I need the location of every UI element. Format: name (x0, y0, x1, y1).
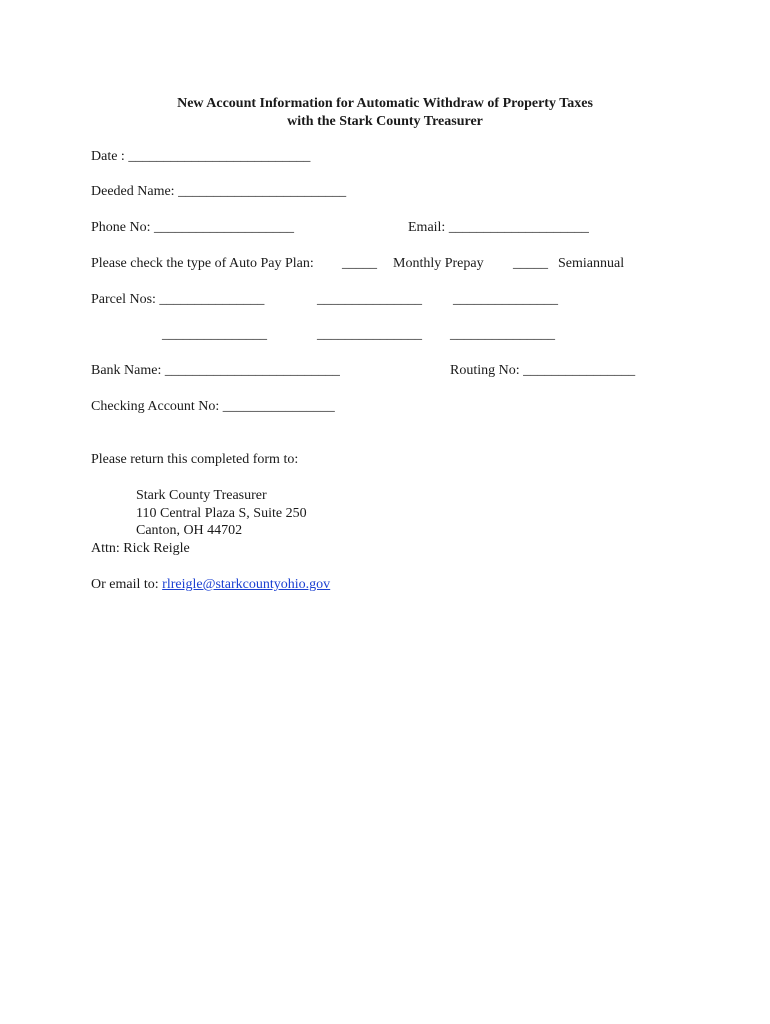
plan-semiannual-label: Semiannual (558, 256, 625, 271)
address-line-1: Stark County Treasurer (136, 488, 267, 503)
email-instruction (91, 576, 330, 594)
routing-number-field[interactable]: Routing No: ________________ (450, 363, 636, 378)
email-prefix: Or email to: (91, 577, 163, 592)
attention-line: Attn: Rick Reigle (91, 541, 190, 556)
bank-name-field[interactable]: Bank Name: _________________________ (91, 363, 340, 378)
return-instruction: Please return this completed form to: (91, 452, 299, 467)
parcel-field-5[interactable]: _______________ (317, 327, 422, 342)
parcel-field-6[interactable]: _______________ (450, 327, 555, 342)
parcel-field-2[interactable]: _______________ (317, 292, 422, 307)
plan-monthly-label: Monthly Prepay (393, 256, 484, 271)
address-line-2: 110 Central Plaza S, Suite 250 (136, 506, 307, 521)
email-field[interactable]: Email: ____________________ (408, 220, 589, 235)
parcel-field-1[interactable]: Parcel Nos: _______________ (91, 292, 265, 307)
email-link[interactable]: rlreigle@starkcountyohio.gov (162, 577, 331, 592)
date-field[interactable]: Date : __________________________ (91, 149, 311, 164)
plan-monthly-checkbox[interactable]: _____ (342, 256, 377, 271)
plan-semiannual-checkbox[interactable]: _____ (513, 256, 548, 271)
deeded-name-field[interactable]: Deeded Name: ________________________ (91, 184, 347, 199)
checking-account-field[interactable]: Checking Account No: ________________ (91, 399, 335, 414)
phone-field[interactable]: Phone No: ____________________ (91, 220, 294, 235)
parcel-field-3[interactable]: _______________ (453, 292, 558, 307)
plan-label: Please check the type of Auto Pay Plan: (91, 256, 314, 271)
form-title-line-2: with the Stark County Treasurer (287, 114, 483, 129)
form-title-line-1: New Account Information for Automatic Withdraw of Property Taxes (177, 96, 593, 111)
address-line-3: Canton, OH 44702 (136, 523, 243, 538)
parcel-field-4[interactable]: _______________ (162, 327, 267, 342)
